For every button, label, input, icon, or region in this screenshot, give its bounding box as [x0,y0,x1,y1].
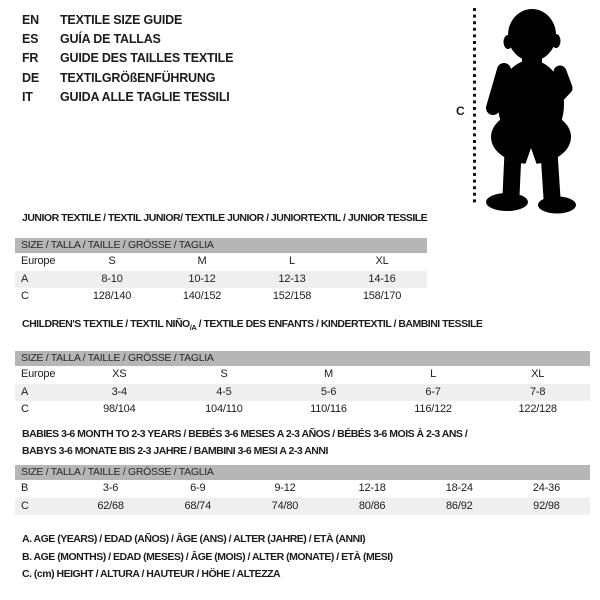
cell-value: L [289,255,295,267]
cell-value: 12-18 [358,482,386,494]
cell-value: 12-13 [278,272,306,285]
cell-value: 6-9 [190,482,206,494]
cell-value: 74/80 [271,499,299,512]
language-title: GUIDE DES TAILLES TEXTILE [60,51,234,66]
size-figure [450,4,595,216]
language-row [22,88,233,107]
cell-value: 7-8 [530,385,546,398]
footnote-a: A. AGE (YEARS) / EDAD (AÑOS) / ÂGE (ANS) / ALTER (JAHRE) / ETÀ (ANNI) [22,533,366,545]
table-row [15,480,590,498]
cell-value: 86/92 [446,499,473,512]
cell-value: 10-12 [188,272,216,285]
cell-value: 110/116 [310,403,347,416]
language-row [22,49,233,68]
table-row [15,366,590,384]
row-label: A [21,385,29,398]
cell-value: 104/110 [205,403,243,416]
language-code: IT [22,90,33,105]
section-babies [15,426,590,515]
cell-value: 4-5 [216,385,232,398]
table-row [15,498,590,516]
cell-value: 8-10 [101,272,123,285]
cell-value: 18-24 [445,482,473,494]
language-title: GUÍA DE TALLAS [60,32,161,47]
table-row [15,288,427,306]
language-row [22,10,233,29]
section-heading [15,426,590,460]
cell-value: 5-6 [320,385,337,398]
junior-size-table [15,238,427,306]
cell-value: 116/122 [414,403,452,416]
language-title: TEXTILGRÖßENFÜHRUNG [60,70,216,85]
cell-value: 6-7 [425,385,441,398]
size-table-header: SIZE / TALLA / TAILLE / GRÖSSE / TAGLIA [15,238,427,253]
cell-value: S [220,368,228,381]
row-label: Europe [21,255,56,267]
cell-value: M [197,255,207,267]
cell-value: 68/74 [184,499,212,512]
language-row [22,29,233,48]
cell-value: 98/104 [103,403,136,416]
row-label: C [21,499,29,512]
cell-value: 92/98 [533,499,560,512]
row-label: C [21,290,29,302]
cell-value: XL [375,255,389,267]
language-title: TEXTILE SIZE GUIDE [60,12,183,27]
cell-value: 24-36 [532,482,561,494]
row-label: B [21,482,29,494]
cell-value: 3-6 [102,482,119,494]
baby-silhouette-icon [480,4,580,216]
table-row [15,271,427,289]
row-label: A [21,272,29,285]
language-code: ES [22,32,39,47]
section-heading-line2: BABYS 3-6 MONATE BIS 2-3 JAHRE / BAMBINI 3-6 MESI A 2-3 ANNI [22,445,328,457]
cell-value: 80/86 [358,499,386,512]
footnotes [22,531,393,584]
cell-value: XL [531,368,545,381]
cell-value: M [324,368,333,381]
language-code: EN [22,12,39,27]
height-measure-label: C [456,104,465,118]
children-size-table [15,351,590,419]
section-heading: CHILDREN'S TEXTILE / TEXTIL $NIÑO_{/A}$ / TEXTILE DES ENFANTS / KINDERTEXTIL / BAMBINI TESSILE [22,318,483,333]
table-row [15,384,590,402]
cell-value: 152/158 [272,290,312,302]
language-code: DE [22,70,39,85]
cell-value: 140/152 [182,290,222,302]
table-row [15,401,590,419]
cell-value: 14-16 [368,272,396,285]
size-table-header: SIZE / TALLA / TAILLE / GRÖSSE / TAGLIA [15,465,590,480]
height-measure-line [472,6,477,208]
table-row [15,253,427,271]
footnote-b: B. AGE (MONTHS) / EDAD (MESES) / ÂGE (MOIS) / ALTER (MONATE) / ETÀ (MESI) [22,550,393,563]
cell-value: 62/68 [97,499,124,512]
cell-value: XS [112,368,127,381]
row-label: C [21,403,29,416]
size-table-header: SIZE / TALLA / TAILLE / GRÖSSE / TAGLIA [15,351,590,366]
section-children [15,318,590,419]
language-legend [22,10,233,107]
cell-value: L [430,368,437,381]
language-row [22,68,233,87]
section-heading-line1: BABIES 3-6 MONTH TO 2-3 YEARS / BEBÉS 3-6 MESES A 2-3 AÑOS / BÉBÉS 3-6 MOIS À 2-3 ANS / [22,428,468,440]
cell-value: 9-12 [274,482,296,494]
cell-value: 3-4 [111,385,127,398]
language-code: FR [22,51,39,66]
language-title: GUIDA ALLE TAGLIE TESSILI [60,90,230,105]
babies-size-table [15,465,590,515]
cell-value: 122/128 [518,403,557,416]
row-label: Europe [21,368,56,381]
footnote-c: C. (cm) HEIGHT / ALTURA / HAUTEUR / HÖHE / ALTEZZA [22,568,281,580]
cell-value: 158/170 [362,290,402,302]
section-junior [15,212,590,306]
cell-value: 128/140 [92,290,132,302]
cell-value: S [108,255,116,267]
section-heading: JUNIOR TEXTILE / TEXTIL JUNIOR/ TEXTILE JUNIOR / JUNIORTEXTIL / JUNIOR TESSILE [22,212,428,224]
